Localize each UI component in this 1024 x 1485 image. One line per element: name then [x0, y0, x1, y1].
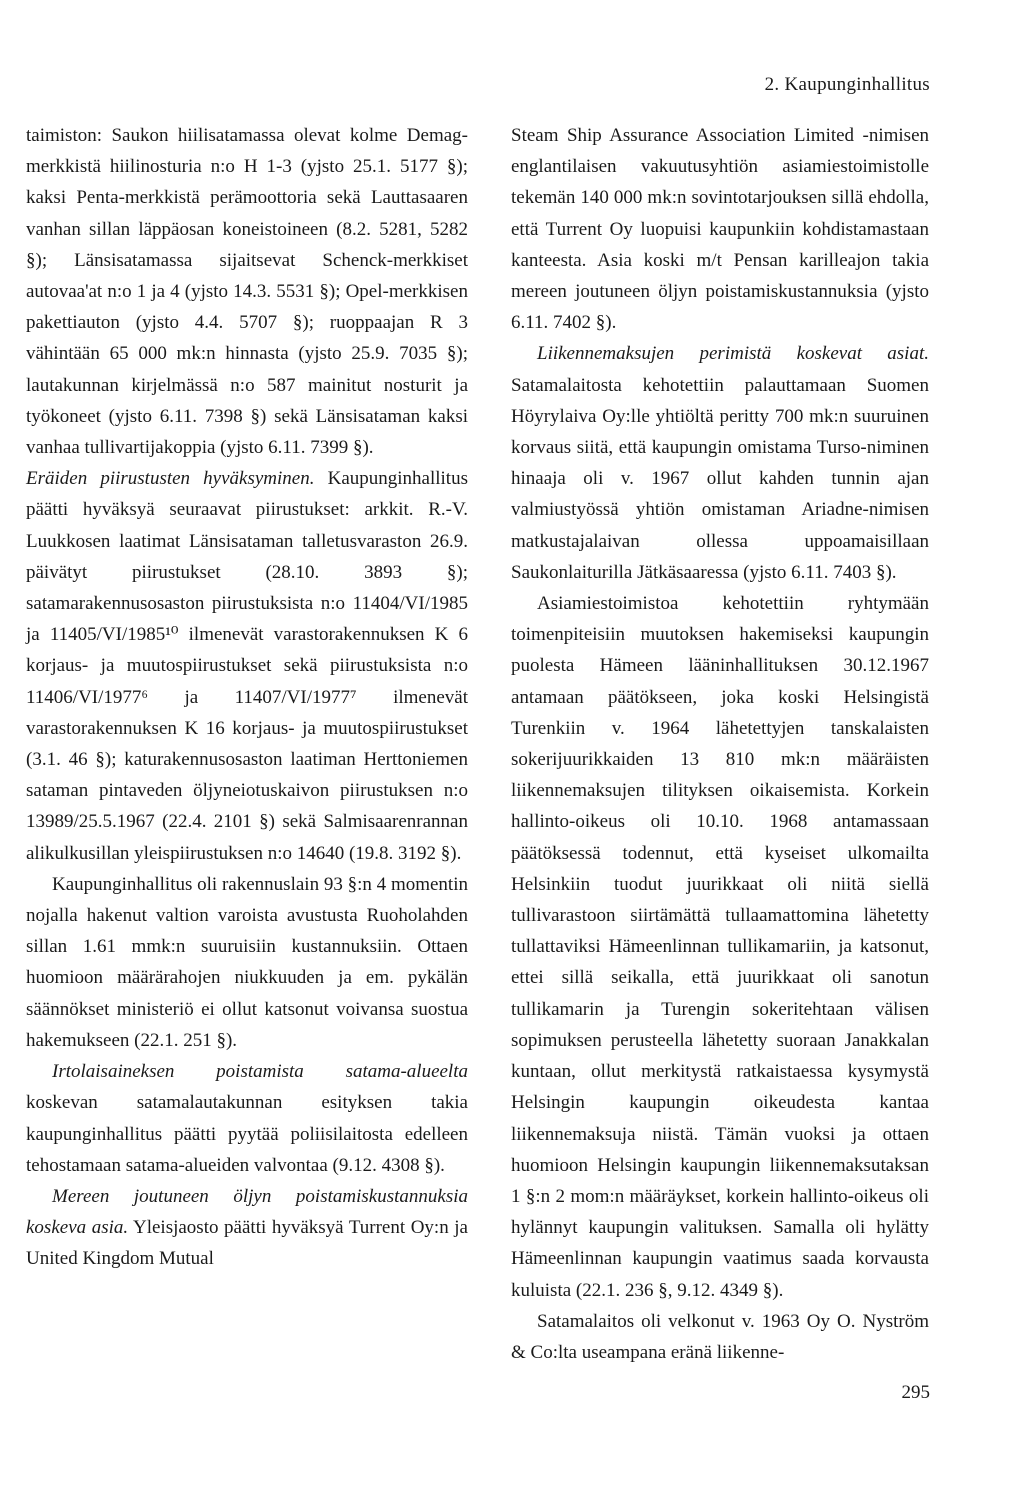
section-heading: Mereen joutuneen öljyn poistamiskustannuksia koskeva asia. [26, 1185, 468, 1239]
paragraph [26, 1056, 468, 1181]
paragraph: Kaupunginhallitus oli rakennuslain 93 §:n 4 momentin nojalla hakenut valtion varoista avustusta Ruoholahden sillan 1.61 mmk:n suuruisiin kustannuksiin. Ottaen huomioon määrärahojen niukkuuden ja em. pykälän säännökset ministeriö ei ollut katsonut voivansa suostua hakemukseen (22.1. 251 §). [26, 873, 468, 1051]
paragraph-text: Kaupunginhallitus päätti hyväksyä seuraavat piirustukset: arkkit. R.-V. Luukkosen laatimat Länsisataman talletusvaraston 26.9. päivätyt piirustukset (28.10. 3893 §); satamarakennusosaston piirustuksista n:o 11404/VI/1985 ja 11405/VI/1985¹⁰ ilmenevät varastorakennuksen K 6 korjaus- ja muutospiirustukset sekä piirustuksista n:o 11406/VI/1977⁶ ja 11407/VI/1977⁷ ilmenevät varastorakennuksen K 16 korjaus- ja muutospiirustukset (3.1. 46 §); katurakennusosaston laatiman Herttoniemen sataman pintaveden öljyneiotuskaivon piirustuksen n:o 13989/25.5.1967 (22.4. 2101 §) sekä Salmisaarenrannan alikulkusillan yleispiirustuksen n:o 14640 (19.8. 3192 §). [26, 468, 468, 864]
section-heading: Irtolaisaineksen poistamista satama-alueelta [52, 1061, 468, 1083]
running-head: 2. Kaupunginhallitus [764, 74, 930, 95]
paragraph [26, 463, 468, 869]
section-heading: Eräiden piirustusten hyväksyminen. [26, 468, 315, 490]
paragraph: taimiston: Saukon hiilisatamassa olevat kolme Demag-merkkistä hiilinosturia n:o H 1-3 (yjsto 25.1. 5177 §); kaksi Penta-merkkistä perämoottoria sekä Lauttasaaren vanhan sillan läppäosan koneistoineen (8.2. 5281, 5282 §); Länsisatamassa sijaitsevat Schenck-merkkiset autovaa'at n:o 1 ja 4 (yjsto 14.3. 5531 §); Opel-merkkisen pakettiauton (yjsto 4.4. 5707 §); ruoppaajan R 3 vähintään 65 000 mk:n hinnasta (yjsto 25.9. 7035 §); lautakunnan kirjelmässä n:o 587 mainitut nosturit ja työkoneet (yjsto 6.11. 7398 §) sekä Länsisataman kaksi vanhaa tullivartijakoppia (yjsto 6.11. 7399 §). [26, 125, 468, 459]
page-number: 295 [901, 1382, 930, 1403]
paragraph: Steam Ship Assurance Association Limited -nimisen englantilaisen vakuutusyhtiön asiamiestoimistolle tekemän 140 000 mk:n sovintotarjouksen sillä ehdolla, että Turrent Oy luopuisi kaupunkiin kohdistamastaan kanteesta. Asia koski m/t Pensan karilleajon takia mereen joutuneen öljyn poistamiskustannuksia (yjsto 6.11. 7402 §). [511, 125, 929, 334]
left-column [26, 120, 468, 1275]
right-column [511, 120, 929, 1368]
paragraph: Asiamiestoimistoa kehotettiin ryhtymään toimenpiteisiin muutoksen hakemiseksi kaupungin puolesta Hämeen lääninhallituksen 30.12.1967 antamaan päätökseen, joka koski Helsingistä Turenkiin v. 1964 lähetettyjen tanskalaisten sokerijuurikkaiden 13 810 mk:n määräisten liikennemaksujen tilityksen oikaisemista. Korkein hallinto-oikeus oli 10.10. 1968 antamassaan päätöksessä todennut, että kyseiset ulkomailta Helsinkiin tuodut juurikkaat oli niitä siellä tullivarastoon siirtämättä tullaamattomina lähetetty tullattaviksi Hämeenlinnan tullikamariin, ja katsonut, ettei sillä seikalla, että juurikkaat oli sanotun tullikamarin ja Turengin sokeritehtaan välisen sopimuksen perusteella lähetetty suoraan Janakkalan kuntaan, ollut merkitystä ratkaistaessa kysymystä Helsingin kaupungin oikeudesta kantaa liikennemaksuja niistä. Tämän vuoksi ja ottaen huomioon Helsingin kaupungin liikennemaksutaksan 1 §:n 2 mom:n määräykset, korkein hallinto-oikeus oli hylännyt kaupungin valituksen. Samalla oli hylätty Hämeenlinnan kaupungin vaatimus saada korvausta kuluista (22.1. 236 §, 9.12. 4349 §). [511, 593, 929, 1301]
section-heading: Liikennemaksujen perimistä koskevat asiat. [537, 343, 929, 365]
paragraph-text: Yleisjaosto päätti hyväksyä Turrent Oy:n ja United Kingdom Mutual [26, 1217, 468, 1270]
paragraph [26, 1181, 468, 1275]
paragraph-text: Satamalaitosta kehotettiin palauttamaan Suomen Höyrylaiva Oy:lle yhtiöltä peritty 700 mk:n suuruinen korvaus siitä, että kaupungin omistama Turso-niminen hinaaja oli v. 1967 ollut kahden tunnin ajan valmiustyössä yhtiön omistaman Ariadne-nimisen matkustajalaivan ollessa uppoamaisillaan Saukonlaiturilla Jätkäsaaressa (yjsto 6.11. 7403 §). [511, 374, 929, 583]
paragraph [511, 338, 929, 588]
paragraph: Satamalaitos oli velkonut v. 1963 Oy O. Nyström & Co:lta useampana eränä liikenne- [511, 1310, 929, 1363]
paragraph-text: koskevan satamalautakunnan esityksen takia kaupunginhallitus päätti pyytää poliisilaitosta edelleen tehostamaan satama-alueiden valvontaa (9.12. 4308 §). [26, 1092, 468, 1176]
